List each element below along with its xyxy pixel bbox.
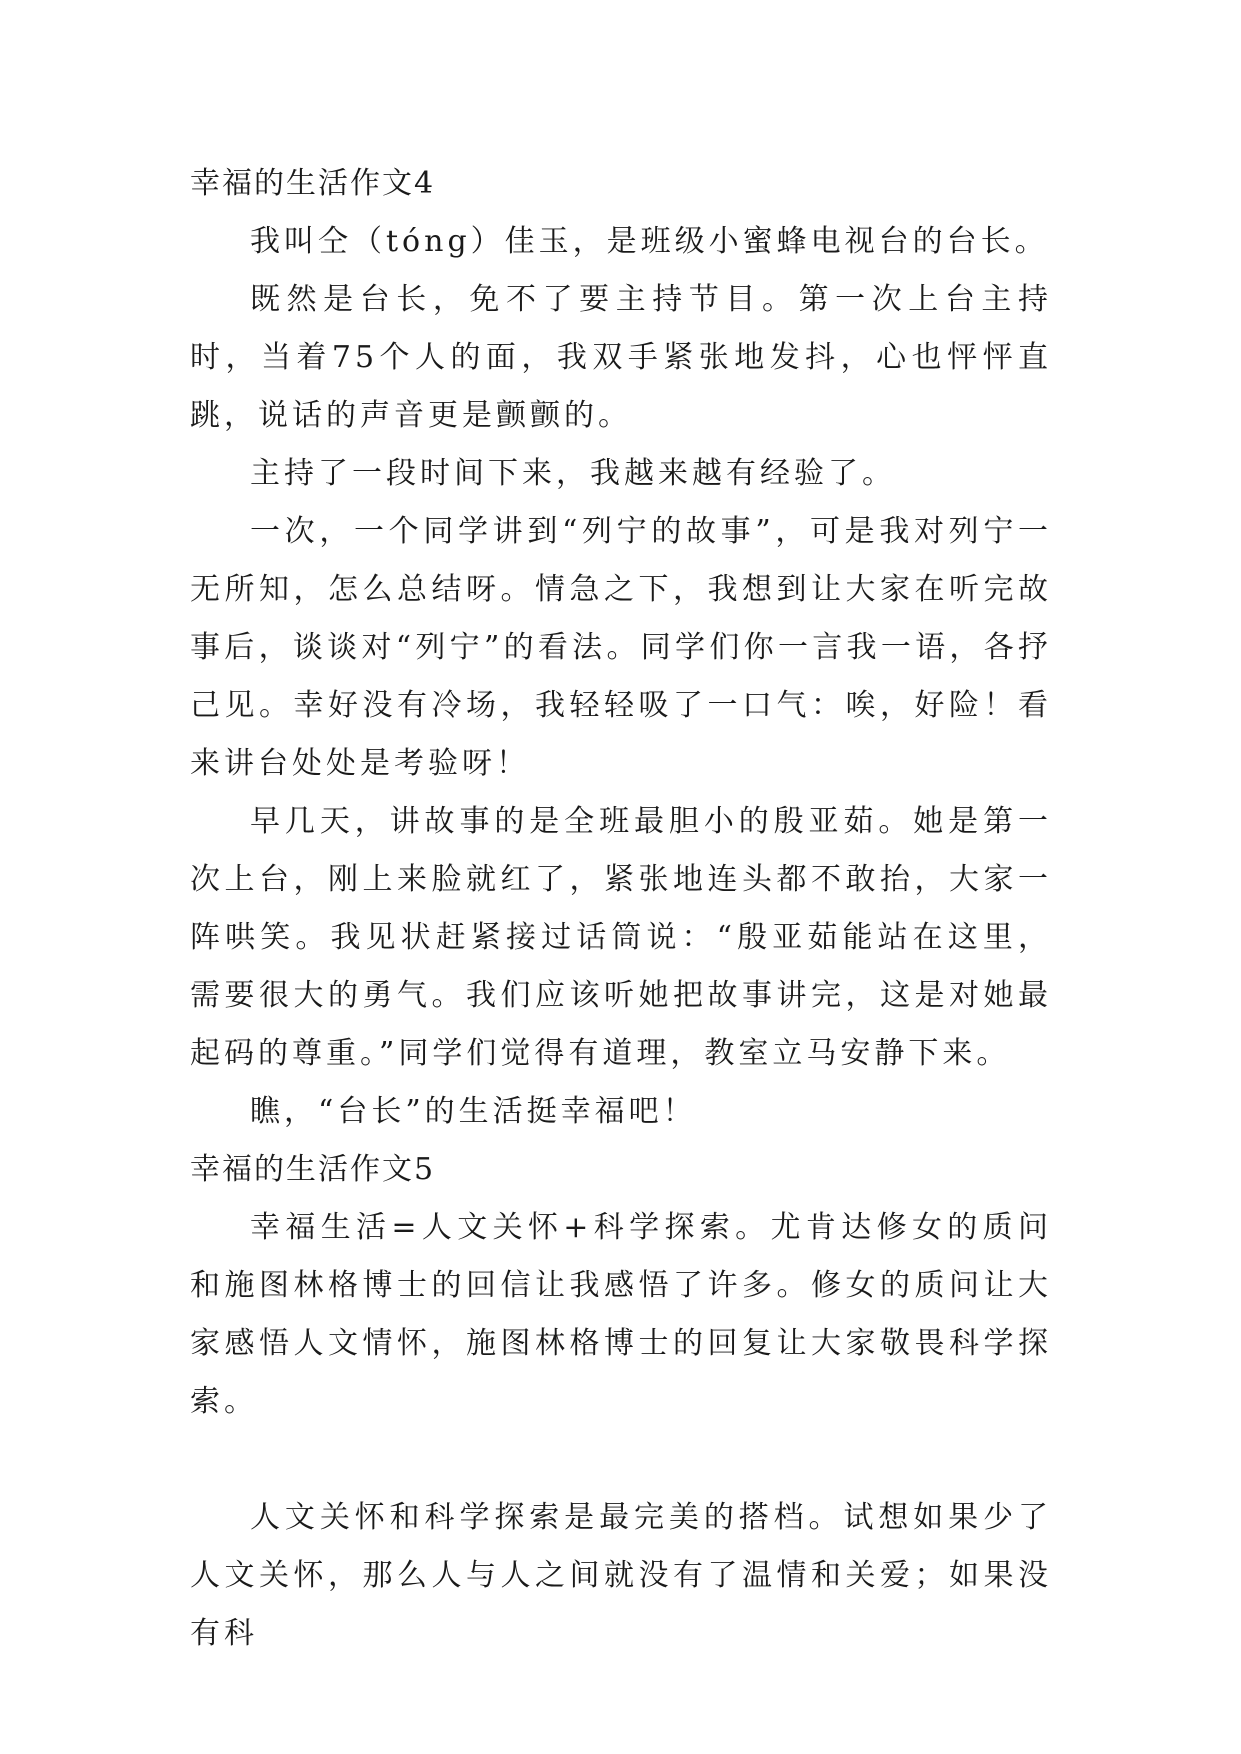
section-heading-4: 幸福的生活作文4 (190, 166, 436, 201)
paragraph: 人文关怀和科学探索是最完美的搭档。试想如果少了人文关怀，那么人与人之间就没有了温情和关爱；如果没有科 (190, 1500, 1052, 1651)
paragraph: 主持了一段时间下来，我越来越有经验了。 (250, 456, 896, 491)
paragraph-spacer (190, 1431, 1052, 1489)
document-body (190, 155, 1052, 1663)
paragraph: 瞧，“台长”的生活挺幸福吧！ (250, 1094, 697, 1129)
paragraph: 早几天，讲故事的是全班最胆小的殷亚茹。她是第一次上台，刚上来脸就红了，紧张地连头都不敢抬，大家一阵哄笑。我见状赶紧接过话筒说：“殷亚茹能站在这里，需要很大的勇气。我们应该听她把故事讲完，这是对她最起码的尊重。”同学们觉得有道理，教室立马安静下来。 (190, 804, 1052, 1071)
paragraph: 一次，一个同学讲到“列宁的故事”，可是我对列宁一无所知，怎么总结呀。情急之下，我想到让大家在听完故事后，谈谈对“列宁”的看法。同学们你一言我一语，各抒己见。幸好没有冷场，我轻轻吸了一口气：唉，好险！看来讲台处处是考验呀！ (190, 514, 1052, 781)
paragraph: 幸福生活=人文关怀+科学探索。尤肯达修女的质问和施图林格博士的回信让我感悟了许多。修女的质问让大家感悟人文情怀，施图林格博士的回复让大家敬畏科学探索。 (190, 1210, 1052, 1419)
section-heading-5: 幸福的生活作文5 (190, 1152, 436, 1187)
paragraph: 既然是台长，免不了要主持节目。第一次上台主持时，当着75个人的面，我双手紧张地发抖，心也怦怦直跳，说话的声音更是颤颤的。 (190, 282, 1052, 433)
paragraph: 我叫仝（tóng）佳玉，是班级小蜜蜂电视台的台长。 (250, 224, 1049, 259)
